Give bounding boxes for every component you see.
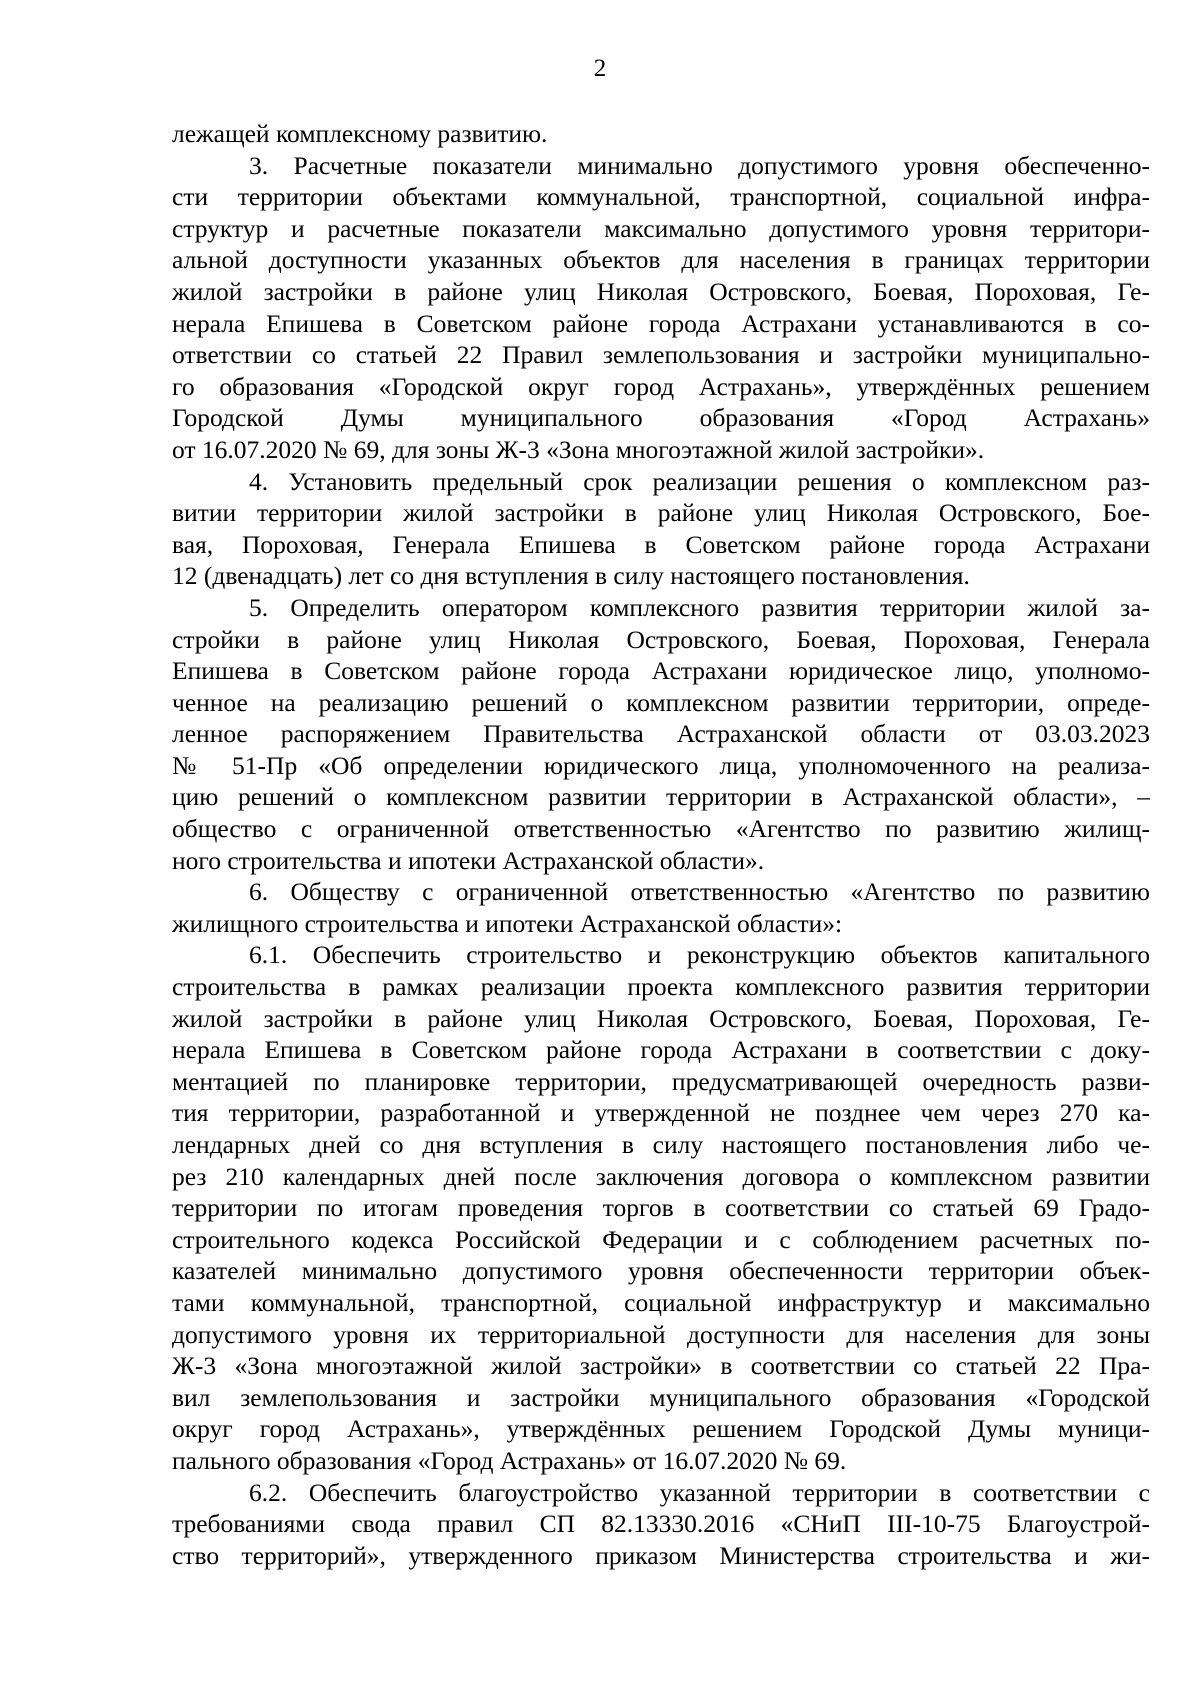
text-line: строительного кодекса Российской Федерации и с соблюдением расчетных по- <box>172 1224 1150 1254</box>
text-line: лендарных дней со дня вступления в силу настоящего постановления либо че- <box>172 1130 1150 1159</box>
text-line: требованиями свода правил СП 82.13330.2016 «СНиП III-10-75 Благоустрой- <box>172 1509 1150 1539</box>
text-line: сти территории объектами коммунальной, транспортной, социальной инфра- <box>172 182 1150 212</box>
text-line: строительства в рамках реализации проекта комплексного развития территории <box>172 972 1150 1002</box>
page-number: 2 <box>593 55 607 82</box>
text-line: нерала Епишева в Советском районе города Астрахани в соответствии с доку- <box>172 1035 1150 1065</box>
text-line: ответствии со статьей 22 Правил землепользования и застройки муниципально- <box>172 340 1150 370</box>
text-line: ного строительства и ипотеки Астраханской области». <box>172 845 765 875</box>
text-line: 3. Расчетные показатели минимально допустимого уровня обеспеченно- <box>249 150 1150 180</box>
text-line: альной доступности указанных объектов для населения в границах территории <box>172 245 1150 275</box>
text-line: от 16.07.2020 № 69, для зоны Ж-3 «Зона многоэтажной жилой застройки». <box>172 434 985 464</box>
text-line: пального образования «Город Астрахань» от 16.07.2020 № 69. <box>172 1445 847 1475</box>
text-line: тами коммунальной, транспортной, социальной инфраструктур и максимально <box>172 1287 1150 1317</box>
text-line: ментацией по планировке территории, предусматривающей очередность разви- <box>172 1066 1150 1096</box>
text-line: 5. Определить оператором комплексного развития территории жилой за- <box>249 592 1150 622</box>
text-line: тия территории, разработанной и утвержденной не позднее чем через 270 ка- <box>172 1098 1150 1128</box>
text-line: № 51-Пр «Об определении юридического лица, уполномоченного на реализа- <box>172 750 1150 780</box>
text-line: стройки в районе улиц Николая Островского, Боевая, Пороховая, Генерала <box>172 624 1150 654</box>
text-line: 6. Обществу с ограниченной ответственностью «Агентство по развитию <box>249 877 1150 907</box>
text-line: структур и расчетные показатели максимально допустимого уровня территори- <box>172 213 1150 243</box>
text-line: Ж-3 «Зона многоэтажной жилой застройки» в соответствии со статьей 22 Пра- <box>172 1351 1150 1381</box>
text-line: жилой застройки в районе улиц Николая Островского, Боевая, Пороховая, Ге- <box>172 276 1150 306</box>
text-line: витии территории жилой застройки в районе улиц Николая Островского, Бое- <box>172 498 1150 528</box>
text-line: 6.2. Обеспечить благоустройство указанной территории в соответствии с <box>249 1477 1150 1507</box>
text-line: ство территорий», утвержденного приказом Министерства строительства и жи- <box>172 1540 1150 1570</box>
text-line: Городской Думы муниципального образования «Город Астрахань» <box>172 403 1150 433</box>
text-line: жилой застройки в районе улиц Николая Островского, Боевая, Пороховая, Ге- <box>172 1003 1150 1033</box>
text-line: нерала Епишева в Советском районе города Астрахани устанавливаются в со- <box>172 308 1150 338</box>
text-line: округ город Астрахань», утверждённых решением Городской Думы муници- <box>172 1414 1150 1444</box>
text-line: 6.1. Обеспечить строительство и реконструкцию объектов капитального <box>249 940 1150 970</box>
text-line: рез 210 календарных дней после заключения договора о комплексном развитии <box>172 1161 1150 1191</box>
text-line: общество с ограниченной ответственностью «Агентство по развитию жилищ- <box>172 814 1150 844</box>
text-line: цию решений о комплексном развитии территории в Астраханской области», – <box>172 782 1150 812</box>
text-line: ченное на реализацию решений о комплексном развитии территории, опреде- <box>172 687 1150 717</box>
text-line: жилищного строительства и ипотеки Астраханской области»: <box>172 908 843 938</box>
text-line: 12 (двенадцать) лет со дня вступления в силу настоящего постановления. <box>172 561 970 591</box>
document-body <box>172 118 1150 1571</box>
text-line: казателей минимально допустимого уровня обеспеченности территории объек- <box>172 1256 1150 1286</box>
text-line: 4. Установить предельный срок реализации решения о комплексном раз- <box>249 466 1150 496</box>
text-line: допустимого уровня их территориальной доступности для населения для зоны <box>172 1319 1150 1349</box>
text-line: территории по итогам проведения торгов в соответствии со статьей 69 Градо- <box>172 1193 1150 1223</box>
text-line: вил землепользования и застройки муниципального образования «Городской <box>172 1382 1150 1412</box>
text-line: Епишева в Советском районе города Астрахани юридическое лицо, уполномо- <box>172 656 1150 686</box>
text-line: го образования «Городской округ город Астрахань», утверждённых решением <box>172 371 1150 401</box>
text-line: вая, Пороховая, Генерала Епишева в Советском районе города Астрахани <box>172 529 1150 559</box>
text-line: лежащей комплексному развитию. <box>172 119 548 148</box>
text-line: ленное распоряжением Правительства Астраханской области от 03.03.2023 <box>172 719 1150 749</box>
